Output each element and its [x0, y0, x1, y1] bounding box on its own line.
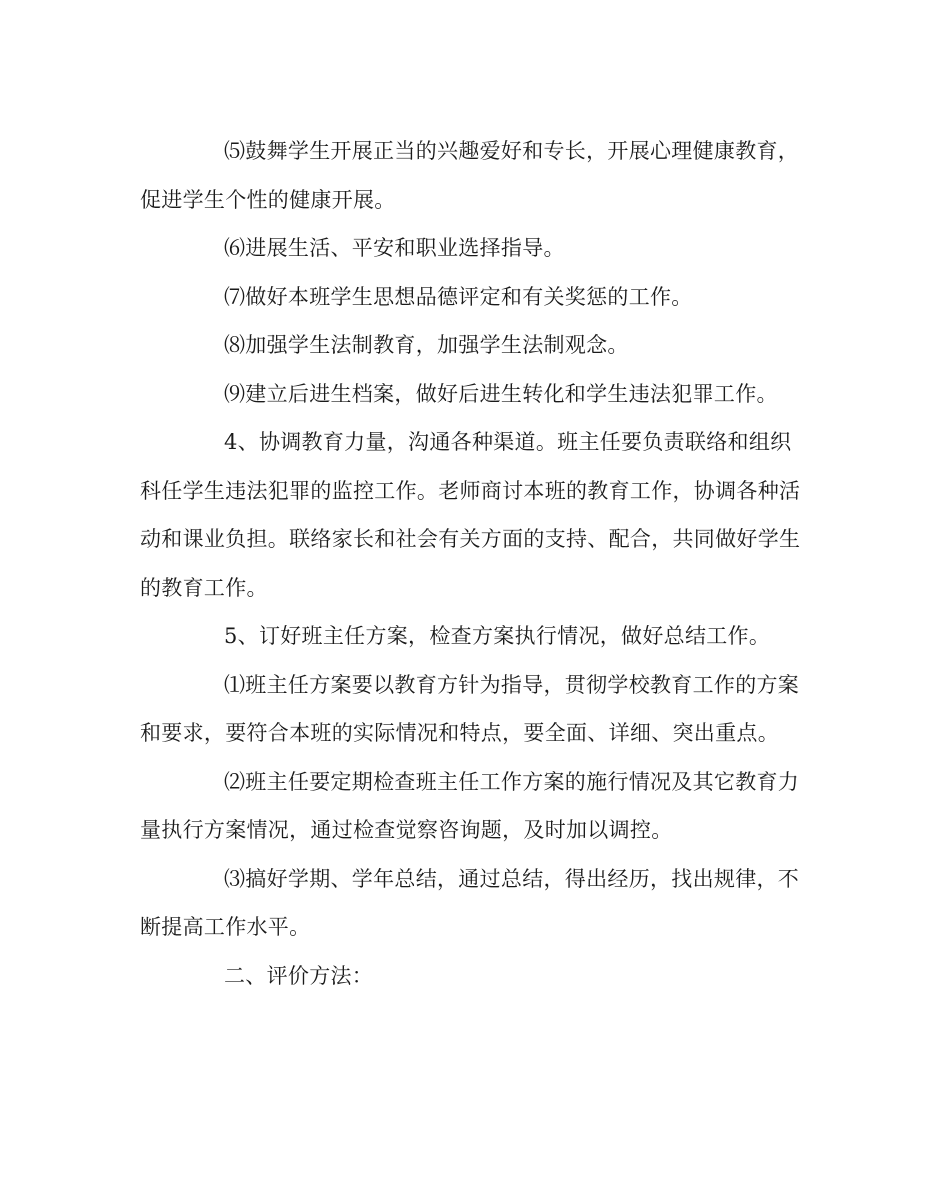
- paragraph-item-8-legal-education: ⑻加强学生法制教育，加强学生法制观念。: [224, 333, 629, 357]
- paragraph-section-4-coordination: 4、协调教育力量，沟通各种渠道。班主任要负责联络和组织科任学生违法犯罪的监控工作。老师商讨本班的教育工作，协调各种活动和课业负担。联络家长和社会有关方面的支持、配合，共同做好学生的教育工作。: [140, 430, 801, 600]
- paragraph-item-7-evaluation: ⑺做好本班学生思想品德评定和有关奖惩的工作。: [224, 284, 693, 309]
- section-heading-evaluation-method: 二、评价方法：: [224, 963, 374, 988]
- paragraph-item-6-guidance: ⑹进展生活、平安和职业选择指导。: [224, 236, 565, 260]
- paragraph-item-3-summary: ⑶搞好学期、学年总结，通过总结，得出经历，找出规律，不断提高工作水平。: [140, 866, 800, 939]
- paragraph-item-1-plan-guidance: ⑴班主任方案要以教育方针为指导，贯彻学校教育工作的方案和要求，要符合本班的实际情况和特点，要全面、详细、突出重点。: [140, 672, 800, 745]
- document-body: [140, 127, 812, 1000]
- paragraph-item-2-plan-check: ⑵班主任要定期检查班主任工作方案的施行情况及其它教育力量执行方案情况，通过检查觉察咨询题，及时加以调控。: [140, 769, 800, 842]
- paragraph-item-9-records: ⑼建立后进生档案，做好后进生转化和学生违法犯罪工作。: [224, 381, 778, 406]
- paragraph-item-5-interests: ⑸鼓舞学生开展正当的兴趣爱好和专长，开展心理健康教育，促进学生个性的健康开展。: [140, 139, 800, 212]
- paragraph-section-5-plan: 5、订好班主任方案，检查方案执行情况，做好总结工作。: [224, 624, 771, 648]
